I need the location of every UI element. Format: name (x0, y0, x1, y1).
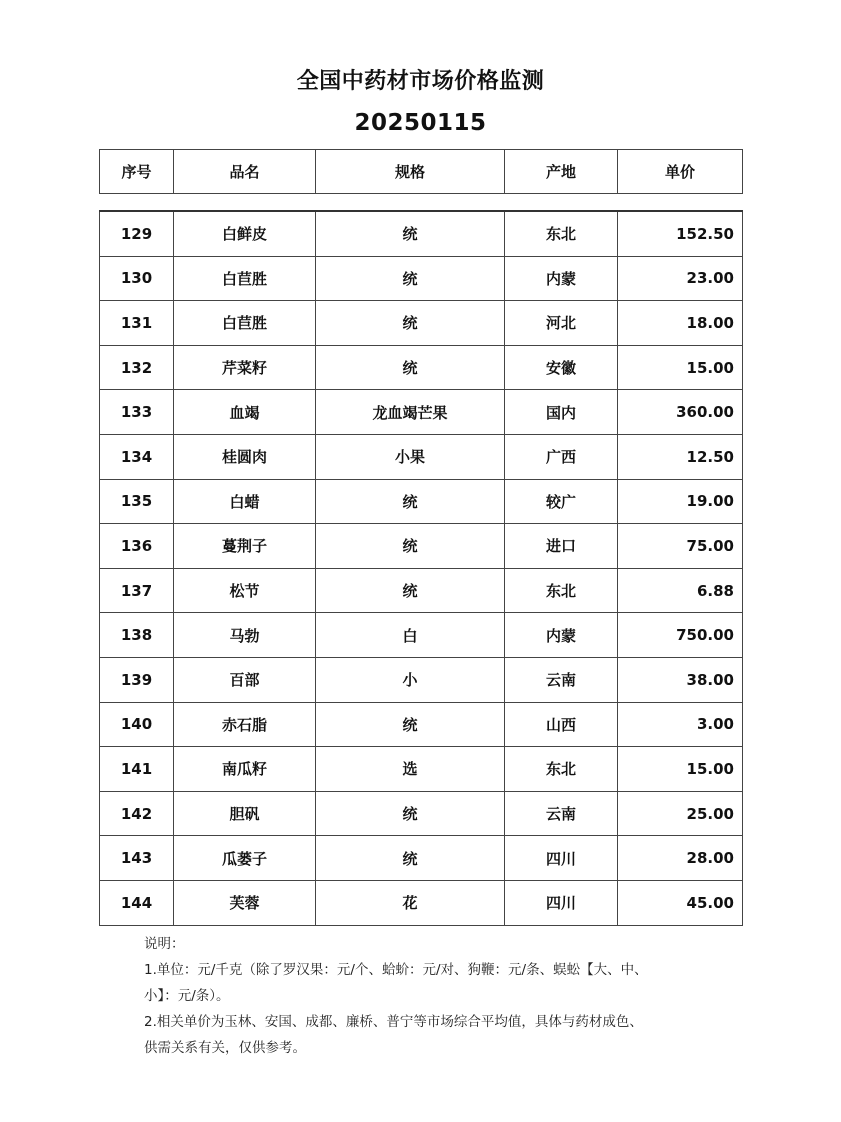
cell-spec: 小果 (316, 434, 505, 479)
table-row (100, 568, 743, 613)
cell-name: 马勃 (174, 613, 316, 658)
cell-origin: 内蒙 (505, 613, 618, 658)
cell-number: 142 (100, 791, 174, 836)
cell-origin: 东北 (505, 747, 618, 792)
cell-price: 19.00 (618, 479, 743, 524)
table-row (100, 256, 743, 301)
notes-heading: 说明： (144, 936, 185, 952)
cell-name: 芙蓉 (174, 880, 316, 925)
table-row (100, 747, 743, 792)
cell-spec: 龙血竭芒果 (316, 390, 505, 435)
cell-origin: 河北 (505, 301, 618, 346)
cell-spec: 统 (316, 702, 505, 747)
cell-name: 白蜡 (174, 479, 316, 524)
report-date: 20250115 (354, 110, 487, 136)
cell-number: 134 (100, 434, 174, 479)
cell-number: 141 (100, 747, 174, 792)
cell-name: 白鲜皮 (174, 211, 316, 256)
table-row (100, 479, 743, 524)
table-row (100, 880, 743, 925)
cell-number: 137 (100, 568, 174, 613)
table-row (100, 301, 743, 346)
cell-origin: 广西 (505, 434, 618, 479)
cell-origin: 东北 (505, 568, 618, 613)
cell-spec: 统 (316, 211, 505, 256)
column-header-origin: 产地 (505, 150, 618, 194)
cell-spec: 统 (316, 345, 505, 390)
cell-spec: 选 (316, 747, 505, 792)
cell-origin: 内蒙 (505, 256, 618, 301)
cell-origin: 四川 (505, 880, 618, 925)
cell-spec: 统 (316, 479, 505, 524)
cell-price: 3.00 (618, 702, 743, 747)
column-header-name: 品名 (174, 150, 316, 194)
price-table (99, 210, 743, 926)
cell-spec: 统 (316, 256, 505, 301)
cell-name: 百部 (174, 657, 316, 702)
cell-name: 南瓜籽 (174, 747, 316, 792)
table-row (100, 345, 743, 390)
notes-line: 1.单位：元/千克（除了罗汉果：元/个、蛤蚧：元/对、狗鞭：元/条、蜈蚣【大、中、 (144, 962, 648, 978)
table-header (99, 149, 743, 194)
cell-price: 15.00 (618, 747, 743, 792)
cell-price: 75.00 (618, 524, 743, 569)
cell-price: 45.00 (618, 880, 743, 925)
cell-spec: 白 (316, 613, 505, 658)
cell-name: 桂圆肉 (174, 434, 316, 479)
table-row (100, 836, 743, 881)
notes-line: 2.相关单价为玉林、安国、成都、廉桥、普宁等市场综合平均值，具体与药材成色、 (144, 1014, 643, 1030)
table-row (100, 791, 743, 836)
cell-spec: 统 (316, 524, 505, 569)
table-row (100, 390, 743, 435)
notes-line: 小】：元/条）。 (144, 988, 230, 1004)
cell-number: 139 (100, 657, 174, 702)
cell-name: 蔓荆子 (174, 524, 316, 569)
cell-price: 750.00 (618, 613, 743, 658)
cell-origin: 较广 (505, 479, 618, 524)
cell-name: 白苣胜 (174, 301, 316, 346)
cell-origin: 山西 (505, 702, 618, 747)
table-row (100, 434, 743, 479)
cell-name: 赤石脂 (174, 702, 316, 747)
cell-price: 12.50 (618, 434, 743, 479)
column-header-price: 单价 (618, 150, 743, 194)
cell-number: 132 (100, 345, 174, 390)
cell-price: 23.00 (618, 256, 743, 301)
cell-name: 芹菜籽 (174, 345, 316, 390)
page-title: 全国中药材市场价格监测 (296, 69, 545, 94)
cell-name: 松节 (174, 568, 316, 613)
cell-price: 18.00 (618, 301, 743, 346)
table-row (100, 613, 743, 658)
cell-price: 15.00 (618, 345, 743, 390)
table-row (100, 657, 743, 702)
cell-spec: 花 (316, 880, 505, 925)
header-row (100, 150, 743, 194)
cell-spec: 统 (316, 791, 505, 836)
cell-number: 129 (100, 211, 174, 256)
cell-origin: 云南 (505, 657, 618, 702)
cell-spec: 统 (316, 836, 505, 881)
cell-price: 6.88 (618, 568, 743, 613)
cell-spec: 小 (316, 657, 505, 702)
cell-name: 血竭 (174, 390, 316, 435)
cell-origin: 东北 (505, 211, 618, 256)
notes-line: 供需关系有关，仅供参考。 (144, 1040, 306, 1056)
cell-name: 胆矾 (174, 791, 316, 836)
cell-number: 136 (100, 524, 174, 569)
cell-origin: 安徽 (505, 345, 618, 390)
cell-price: 28.00 (618, 836, 743, 881)
table-row (100, 211, 743, 256)
cell-number: 143 (100, 836, 174, 881)
cell-number: 130 (100, 256, 174, 301)
cell-number: 131 (100, 301, 174, 346)
cell-origin: 云南 (505, 791, 618, 836)
cell-number: 140 (100, 702, 174, 747)
cell-name: 瓜蒌子 (174, 836, 316, 881)
column-header-spec: 规格 (316, 150, 505, 194)
notes (144, 931, 724, 1061)
cell-price: 360.00 (618, 390, 743, 435)
cell-number: 144 (100, 880, 174, 925)
cell-price: 25.00 (618, 791, 743, 836)
cell-origin: 进口 (505, 524, 618, 569)
cell-price: 152.50 (618, 211, 743, 256)
cell-number: 133 (100, 390, 174, 435)
cell-number: 135 (100, 479, 174, 524)
cell-spec: 统 (316, 568, 505, 613)
cell-origin: 四川 (505, 836, 618, 881)
cell-number: 138 (100, 613, 174, 658)
cell-spec: 统 (316, 301, 505, 346)
cell-name: 白苣胜 (174, 256, 316, 301)
cell-origin: 国内 (505, 390, 618, 435)
table-row (100, 524, 743, 569)
column-header-number: 序号 (100, 150, 174, 194)
table-row (100, 702, 743, 747)
cell-price: 38.00 (618, 657, 743, 702)
